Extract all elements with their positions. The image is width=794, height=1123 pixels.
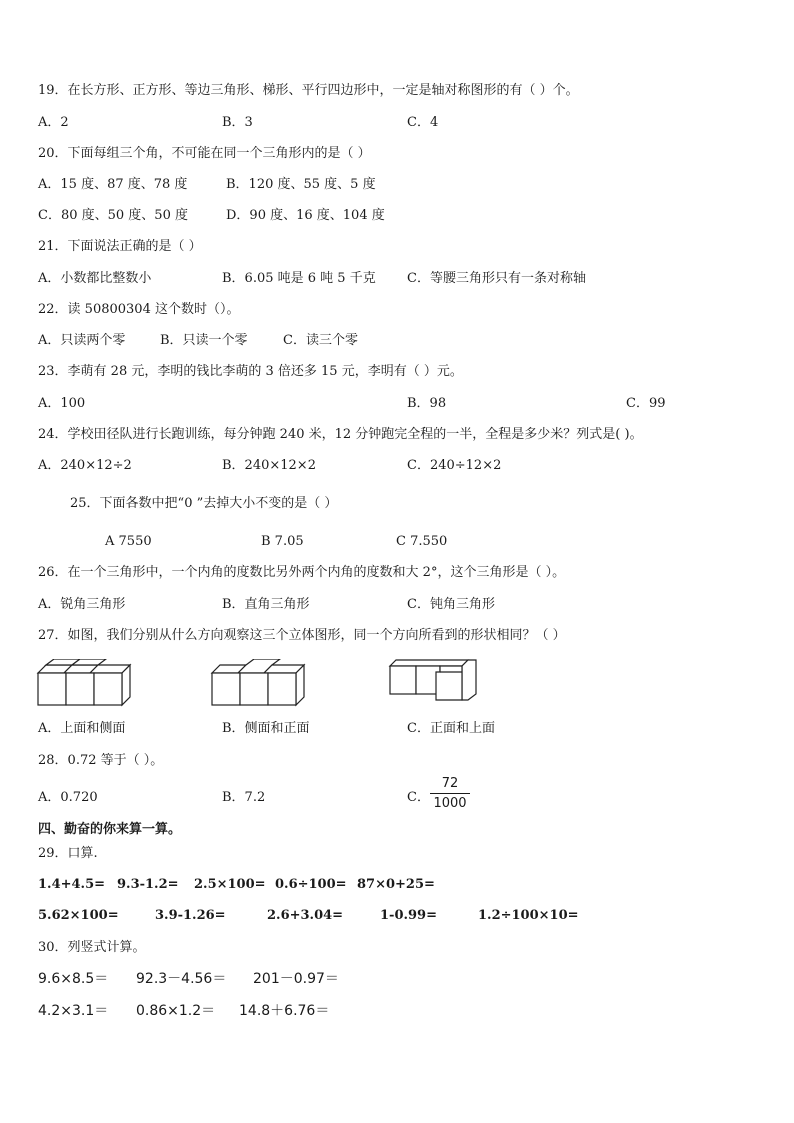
section-4-title: 四、勤奋的你来算一算。	[38, 822, 182, 837]
q23-option-c[interactable]: C．99	[626, 396, 666, 411]
q20-option-d[interactable]: D．90 度、16 度、104 度	[226, 208, 385, 223]
question-20-stem: 20．下面每组三个角，不可能在同一个三角形内的是（ ）	[38, 146, 371, 161]
q29-item-1: 1.4+4.5=	[38, 877, 106, 892]
question-23-stem: 23．李萌有 28 元，李明的钱比李萌的 3 倍还多 15 元，李明有（ ）元。	[38, 364, 463, 379]
q29-item-5: 87×0+25=	[357, 877, 435, 892]
q30-item-3: 201－0.97＝	[253, 971, 339, 987]
fraction-bar	[430, 793, 470, 794]
q20-option-b[interactable]: B．120 度、55 度、5 度	[226, 177, 376, 192]
q25-option-a[interactable]: A 7550	[105, 534, 152, 549]
q23-option-b[interactable]: B．98	[407, 396, 447, 411]
q25-option-c[interactable]: C 7.550	[396, 534, 448, 549]
q28-option-b[interactable]: B．7.2	[222, 790, 266, 805]
q30-item-5: 0.86×1.2＝	[136, 1003, 216, 1019]
q30-item-6: 14.8＋6.76＝	[239, 1003, 330, 1019]
question-21-stem: 21．下面说法正确的是（ ）	[38, 239, 202, 254]
q29-item-6: 5.62×100=	[38, 908, 119, 923]
question-26-stem: 26．在一个三角形中，一个内角的度数比另外两个内角的度数和大 2°，这个三角形是（ ）。	[38, 565, 566, 580]
q19-option-a[interactable]: A．2	[38, 115, 69, 130]
fraction-numerator: 72	[441, 776, 459, 791]
q22-option-b[interactable]: B．只读一个零	[160, 333, 248, 348]
q26-option-b[interactable]: B．直角三角形	[222, 597, 310, 612]
q28-option-c[interactable]: C．	[407, 790, 430, 805]
q20-option-a[interactable]: A．15 度、87 度、78 度	[38, 177, 188, 192]
q28-option-a[interactable]: A．0.720	[38, 790, 98, 805]
cube-figure-1	[36, 659, 132, 709]
q28-fraction	[430, 776, 470, 811]
q25-option-b[interactable]: B 7.05	[261, 534, 304, 549]
q21-option-c[interactable]: C．等腰三角形只有一条对称轴	[407, 271, 586, 286]
q23-option-a[interactable]: A．100	[38, 396, 86, 411]
question-27-stem: 27．如图，我们分别从什么方向观察这三个立体图形，同一个方向所看到的形状相同？（ ）	[38, 628, 566, 643]
q29-item-8: 2.6+3.04=	[267, 908, 344, 923]
q29-item-4: 0.6÷100=	[275, 877, 347, 892]
question-19-stem: 19．在长方形、正方形、等边三角形、梯形、平行四边形中，一定是轴对称图形的有（ ）个。	[38, 83, 579, 98]
q30-item-4: 4.2×3.1＝	[38, 1003, 109, 1019]
cube-figure-3	[388, 658, 480, 704]
cube-figure-2	[210, 659, 306, 709]
q20-option-c[interactable]: C．80 度、50 度、50 度	[38, 208, 188, 223]
q27-option-c[interactable]: C．正面和上面	[407, 721, 495, 736]
question-28-stem: 28．0.72 等于（ ）。	[38, 753, 164, 768]
q19-option-b[interactable]: B．3	[222, 115, 253, 130]
fraction-denominator: 1000	[433, 796, 467, 811]
q27-option-b[interactable]: B．侧面和正面	[222, 721, 310, 736]
q21-option-a[interactable]: A．小数都比整数小	[38, 271, 152, 286]
q24-option-c[interactable]: C．240÷12×2	[407, 458, 502, 473]
question-22-stem: 22．读 50800304 这个数时（）。	[38, 302, 240, 317]
question-24-stem: 24．学校田径队进行长跑训练，每分钟跑 240 米，12 分钟跑完全程的一半，全程是多少米？列式是( )。	[38, 427, 643, 442]
q21-option-b[interactable]: B．6.05 吨是 6 吨 5 千克	[222, 271, 376, 286]
q30-item-1: 9.6×8.5＝	[38, 971, 109, 987]
q22-option-c[interactable]: C．读三个零	[283, 333, 358, 348]
q24-option-a[interactable]: A．240×12÷2	[38, 458, 132, 473]
q29-item-9: 1-0.99=	[380, 908, 437, 923]
q29-item-10: 1.2÷100×10=	[478, 908, 579, 923]
q22-option-a[interactable]: A．只读两个零	[38, 333, 126, 348]
q30-item-2: 92.3－4.56＝	[136, 971, 227, 987]
q26-option-a[interactable]: A．锐角三角形	[38, 597, 126, 612]
question-30-stem: 30．列竖式计算。	[38, 940, 146, 955]
question-25-stem: 25．下面各数中把“0 ”去掉大小不变的是（ ）	[70, 496, 338, 511]
q29-item-3: 2.5×100=	[194, 877, 266, 892]
question-29-stem: 29．口算.	[38, 846, 98, 861]
q24-option-b[interactable]: B．240×12×2	[222, 458, 316, 473]
q29-item-7: 3.9-1.26=	[155, 908, 226, 923]
q29-item-2: 9.3-1.2=	[117, 877, 179, 892]
q26-option-c[interactable]: C．钝角三角形	[407, 597, 495, 612]
q19-option-c[interactable]: C．4	[407, 115, 439, 130]
q27-option-a[interactable]: A．上面和侧面	[38, 721, 126, 736]
